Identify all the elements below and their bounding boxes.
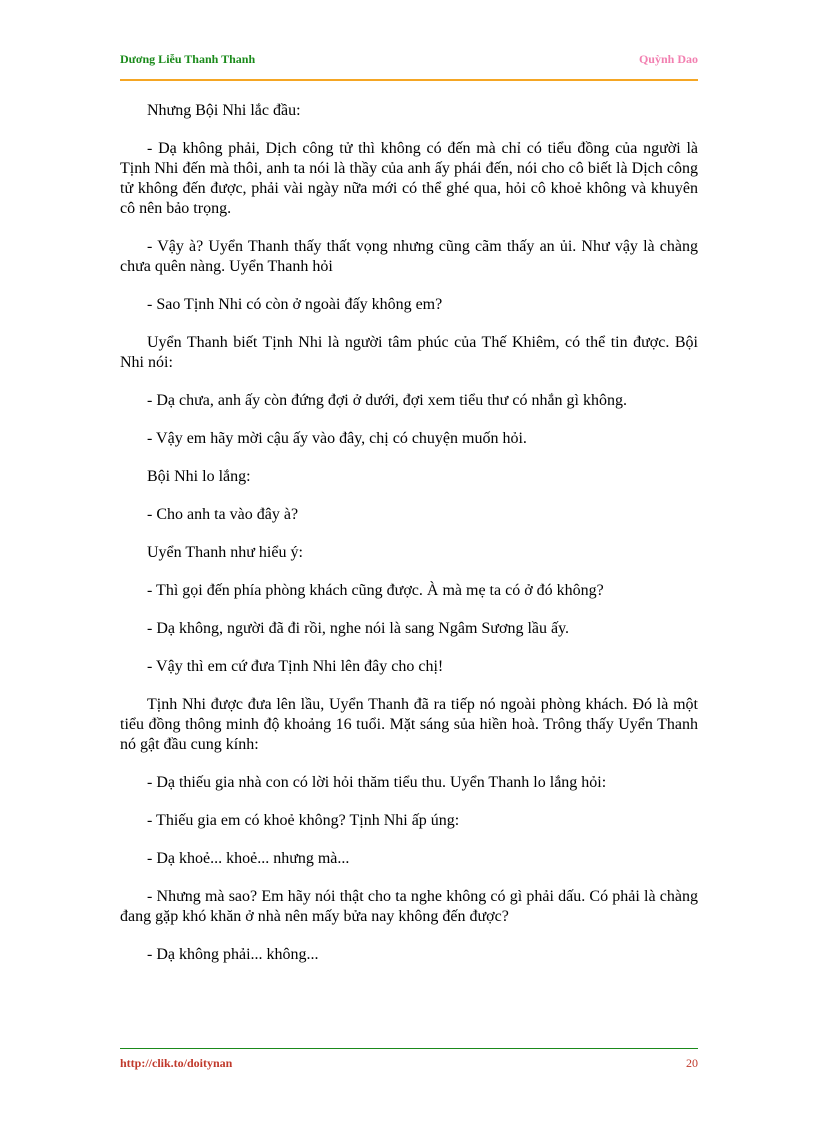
paragraph: - Dạ không phải, Dịch công tử thì không có đến mà chỉ có tiểu đồng của người là Tịnh Nhi đến mà thôi, anh ta nói là thầy của anh ấy phái đến, nói cho cô biết là Dịch công tử không đến được, phải vài ngày nữa mới có thể ghé qua, hỏi cô khoẻ không và khuyên cô nên bảo trọng. [120, 140, 698, 217]
paragraph: - Thì gọi đến phía phòng khách cũng được. À mà mẹ ta có ở đó không? [147, 582, 604, 599]
paragraph: - Dạ khoẻ... khoẻ... nhưng mà... [147, 850, 350, 867]
paragraph: - Dạ không, người đã đi rồi, nghe nói là sang Ngâm Sương lầu ấy. [147, 620, 570, 637]
header-source: Quỳnh Dao [638, 52, 698, 66]
header-author: Dương Liễu Thanh Thanh [120, 52, 256, 66]
document-body [120, 101, 698, 983]
paragraph: - Cho anh ta vào đây à? [147, 506, 299, 523]
paragraph: - Nhưng mà sao? Em hãy nói thật cho ta nghe không có gì phải dấu. Có phải là chàng đang gặp khó khăn ở nhà nên mấy bửa nay không đến được? [120, 888, 698, 925]
paragraph: - Vậy em hãy mời cậu ấy vào đây, chị có chuyện muốn hỏi. [147, 430, 527, 447]
paragraph: Bội Nhi lo lắng: [147, 468, 251, 485]
paragraph: - Sao Tịnh Nhi có còn ở ngoài đấy không em? [147, 296, 443, 313]
paragraph: Tịnh Nhi được đưa lên lầu, Uyển Thanh đã ra tiếp nó ngoài phòng khách. Đó là một tiểu đồng thông minh độ khoảng 16 tuổi. Mặt sáng sủa hiền hoà. Trông thấy Uyển Thanh nó gật đầu cung kính: [120, 696, 698, 753]
paragraph: - Thiếu gia em có khoẻ không? Tịnh Nhi ấp úng: [147, 812, 460, 829]
header-divider [120, 79, 698, 81]
paragraph: - Dạ không phải... không... [147, 946, 319, 963]
paragraph: - Vậy à? Uyển Thanh thấy thất vọng nhưng cũng cãm thấy an ủi. Như vậy là chàng chưa quên nàng. Uyển Thanh hỏi [120, 238, 698, 275]
page-number: 20 [686, 1056, 698, 1070]
paragraph: Uyển Thanh như hiểu ý: [147, 544, 303, 561]
page-footer [120, 1056, 698, 1074]
paragraph: - Vậy thì em cứ đưa Tịnh Nhi lên đây cho chị! [147, 658, 444, 675]
paragraph: Uyển Thanh biết Tịnh Nhi là người tâm phúc của Thế Khiêm, có thể tin được. Bội Nhi nói: [120, 334, 698, 371]
footer-link[interactable]: http://clik.to/doitynan [120, 1056, 233, 1070]
footer-divider [120, 1048, 698, 1049]
page-header [120, 52, 698, 72]
paragraph: - Dạ chưa, anh ấy còn đứng đợi ở dưới, đợi xem tiểu thư có nhắn gì không. [147, 392, 627, 409]
paragraph: Nhưng Bội Nhi lắc đầu: [147, 102, 301, 119]
paragraph: - Dạ thiếu gia nhà con có lời hỏi thăm tiểu thu. Uyển Thanh lo lắng hỏi: [147, 774, 607, 791]
